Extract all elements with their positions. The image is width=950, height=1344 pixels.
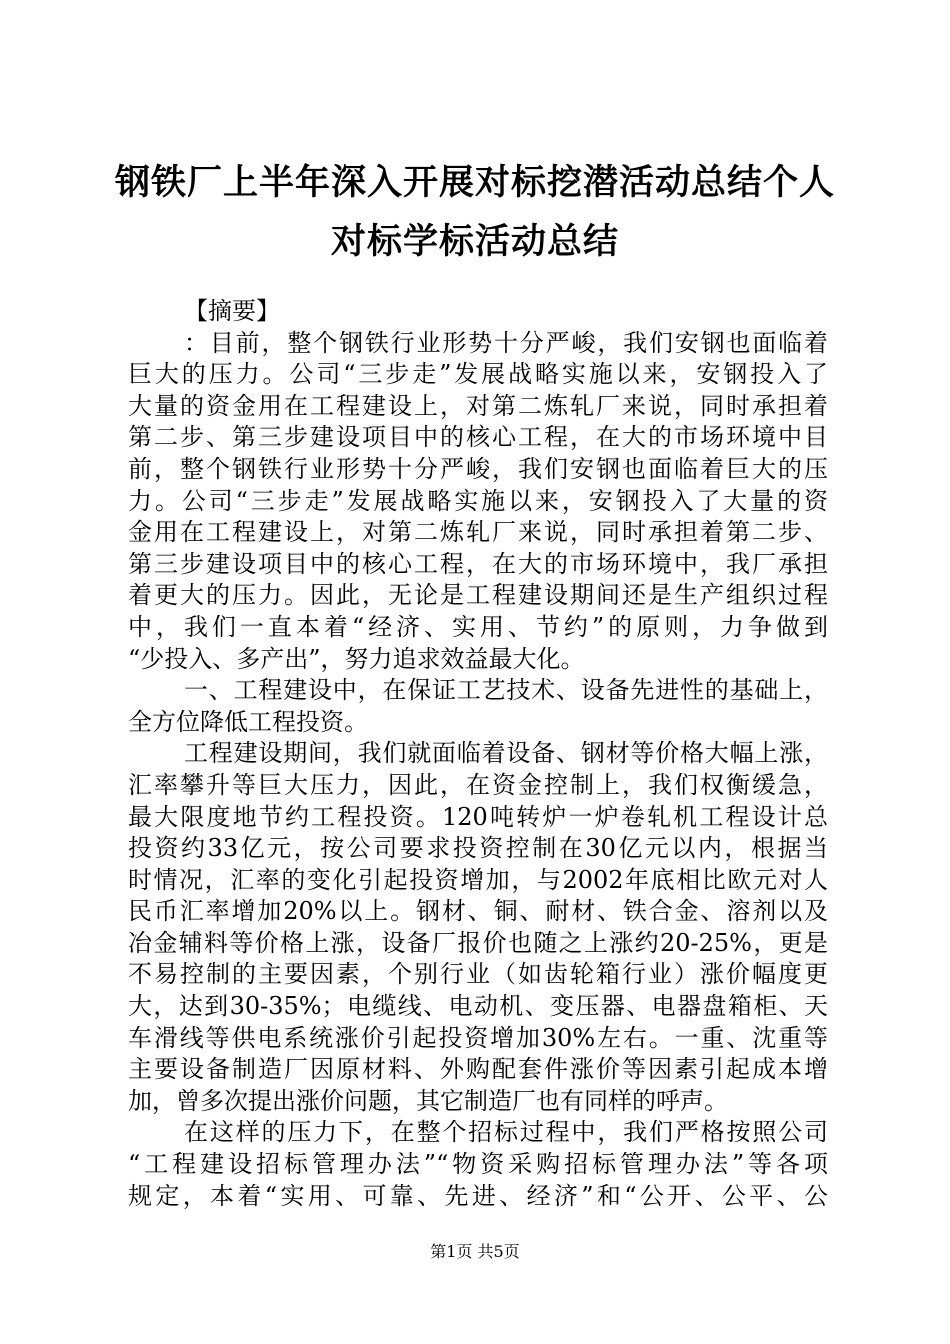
- text-line: ：目前，整个钢铁行业形势十分严峻，我们安钢也面临着: [184, 328, 828, 357]
- text-line: 加，曾多次提出涨价问题，其它制造厂也有同样的呼声。: [128, 1086, 728, 1115]
- text-line: 投资约33亿元，按公司要求投资控制在30亿元以内，根据当: [128, 834, 828, 863]
- text-line: 规定，本着“实用、可靠、先进、经济”和“公开、公平、公: [128, 1181, 828, 1210]
- text-line: 前，整个钢铁行业形势十分严峻，我们安钢也面临着巨大的压: [128, 454, 828, 483]
- text-line: 大，达到30-35%；电缆线、电动机、变压器、电器盘箱柜、天: [128, 992, 828, 1021]
- text-line: 冶金辅料等价格上涨，设备厂报价也随之上涨约20-25%，更是: [128, 928, 828, 957]
- text-line: 中，我们一直本着“经济、实用、节约”的原则，力争做到: [128, 612, 828, 641]
- text-line: 第二步、第三步建设项目中的核心工程，在大的市场环境中目: [128, 423, 828, 452]
- text-line: 最大限度地节约工程投资。120吨转炉一炉卷轧机工程设计总: [128, 802, 828, 831]
- text-line: 工程建设期间，我们就面临着设备、钢材等价格大幅上涨，: [184, 739, 828, 768]
- text-line: 车滑线等供电系统涨价引起投资增加30%左右。一重、沈重等: [128, 1023, 828, 1052]
- text-line: 着更大的压力。因此，无论是工程建设期间还是生产组织过程: [128, 581, 828, 610]
- document-title-line-2: 对标学标活动总结: [330, 222, 619, 262]
- document-title-line-1: 钢铁厂上半年深入开展对标挖潜活动总结个人: [114, 163, 835, 203]
- text-line: 全方位降低工程投资。: [128, 707, 368, 736]
- text-line: 第三步建设项目中的核心工程，在大的市场环境中，我厂承担: [128, 549, 828, 578]
- text-line: 一、工程建设中，在保证工艺技术、设备先进性的基础上，: [184, 676, 828, 705]
- abstract-label: 【摘要】: [184, 297, 280, 325]
- text-line: 力。公司“三步走”发展战略实施以来，安钢投入了大量的资: [128, 486, 828, 515]
- paragraph-lines: [128, 328, 828, 1213]
- text-line: 在这样的压力下，在整个招标过程中，我们严格按照公司: [184, 1118, 828, 1147]
- text-line: “工程建设招标管理办法”“物资采购招标管理办法”等各项: [128, 1150, 828, 1179]
- text-line: 金用在工程建设上，对第二炼轧厂来说，同时承担着第二步、: [128, 518, 828, 547]
- page-footer: 第1页 共5页: [430, 1242, 520, 1261]
- text-line: 汇率攀升等巨大压力，因此，在资金控制上，我们权衡缓急，: [128, 770, 828, 799]
- text-line: 不易控制的主要因素，个别行业（如齿轮箱行业）涨价幅度更: [128, 960, 828, 989]
- text-line: 巨大的压力。公司“三步走”发展战略实施以来，安钢投入了: [128, 360, 828, 389]
- text-line: 大量的资金用在工程建设上，对第二炼轧厂来说，同时承担着: [128, 391, 828, 420]
- text-line: 民币汇率增加20%以上。钢材、铜、耐材、铁合金、溶剂以及: [128, 897, 828, 926]
- text-line: 主要设备制造厂因原材料、外购配套件涨价等因素引起成本增: [128, 1055, 828, 1084]
- text-line: 时情况，汇率的变化引起投资增加，与2002年底相比欧元对人: [128, 865, 828, 894]
- text-line: “少投入、多产出”，努力追求效益最大化。: [128, 644, 585, 673]
- document-body: [128, 296, 828, 1212]
